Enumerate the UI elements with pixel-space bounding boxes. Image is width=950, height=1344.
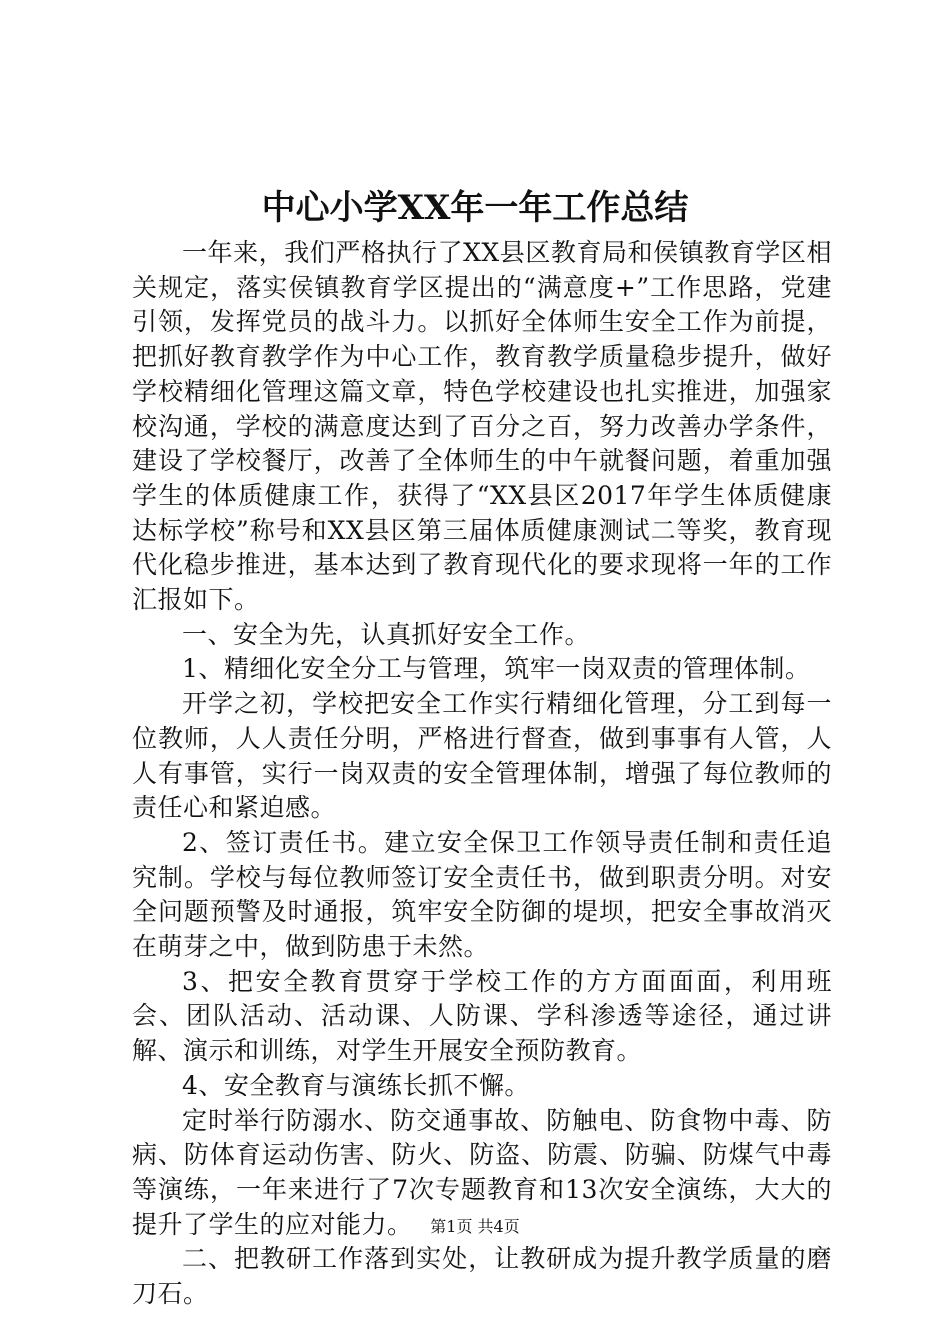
paragraph-safety-4: 定时举行防溺水、防交通事故、防触电、防食物中毒、防病、防体育运动伤害、防火、防盗、防震、防骗、防煤气中毒等演练，一年来进行了7次专题教育和13次安全演练，大大的提升了学生的应对能力。	[132, 1105, 832, 1239]
paragraph-safety-1: 开学之初，学校把安全工作实行精细化管理，分工到每一位教师，人人责任分明，严格进行督查，做到事事有人管，人人有事管，实行一岗双责的安全管理体制，增强了每位教师的责任心和紧迫感。	[132, 689, 832, 823]
paragraph-intro: 一年来，我们严格执行了XX县区教育局和侯镇教育学区相关规定，落实侯镇教育学区提出的“满意度+”工作思路，党建引领，发挥党员的战斗力。以抓好全体师生安全工作为前提，把抓好教育教学作为中心工作，教育教学质量稳步提升，做好学校精细化管理这篇文章，特色学校建设也扎实推进，加强家校沟通，学校的满意度达到了百分之百，努力改善办学条件，建设了学校餐厅，改善了全体师生的中午就餐问题，着重加强学生的体质健康工作，获得了“XX县区2017年学生体质健康达标学校”称号和XX县区第三届体质健康测试二等奖，教育现代化稳步推进，基本达到了教育现代化的要求现将一年的工作汇报如下。	[132, 238, 832, 615]
subheading-safety-4: 4、安全教育与演练长抓不懈。	[182, 1070, 530, 1100]
subheading-safety-1: 1、精细化安全分工与管理，筑牢一岗双责的管理体制。	[182, 654, 811, 684]
paragraph-safety-3: 3、把安全教育贯穿于学校工作的方方面面面，利用班会、团队活动、活动课、人防课、学科渗透等途径，通过讲解、演示和训练，对学生开展安全预防教育。	[132, 966, 832, 1066]
section-heading-safety: 一、安全为先，认真抓好安全工作。	[182, 619, 591, 649]
document-body	[132, 236, 832, 1312]
section-heading-teaching-research: 二、把教研工作落到实处，让教研成为提升教学质量的磨刀石。	[132, 1244, 832, 1309]
paragraph-safety-2: 2、签订责任书。建立安全保卫工作领导责任制和责任追究制。学校与每位教师签订安全责任书，做到职责分明。对安全问题预警及时通报，筑牢安全防御的堤坝，把安全事故消灭在萌芽之中，做到防患于未然。	[132, 827, 832, 962]
document-title: 中心小学XX年一年工作总结	[261, 188, 689, 228]
page-footer: 第1页 共4页	[430, 1217, 520, 1236]
